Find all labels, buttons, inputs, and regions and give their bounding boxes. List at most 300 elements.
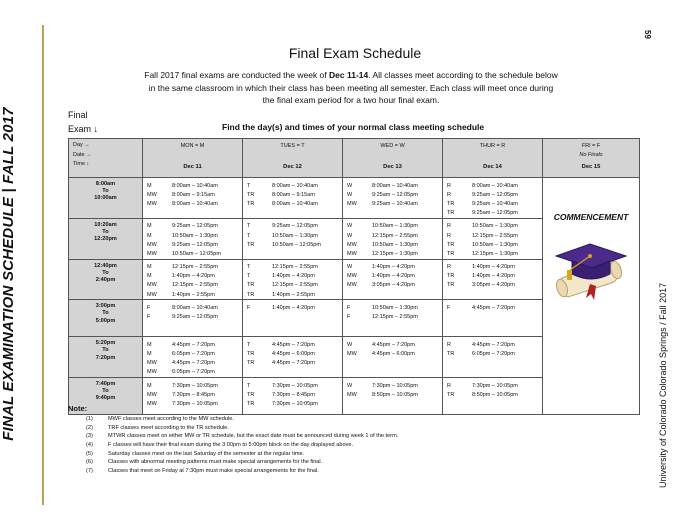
class-meeting-entry	[443, 240, 542, 249]
note-number: (6)	[86, 459, 93, 466]
note-text: Saturday classes meet on the last Saturday of the semester at the regular time.	[108, 450, 305, 457]
day-cell	[343, 218, 443, 259]
header-mon: MON = M Dec 11	[143, 139, 243, 178]
class-meeting-entry	[243, 222, 342, 231]
day-cell	[143, 178, 243, 219]
meeting-time: 10:50am – 1:30pm	[372, 223, 418, 230]
corner-time: Time ↓	[73, 161, 90, 167]
day-code: TR	[447, 282, 455, 289]
day-code: T	[247, 182, 251, 189]
day-code: W	[347, 264, 353, 271]
day-code: M	[147, 382, 152, 389]
note-text: F classes will have their final exam during the 3:00pm to 5:00pm block on the day displayed above.	[108, 442, 354, 449]
meeting-time: 8:00am – 10:40am	[172, 200, 218, 207]
class-meeting-entry	[443, 190, 542, 199]
day-cell	[143, 337, 243, 378]
meeting-time: 7:30pm – 10:05pm	[472, 382, 518, 389]
meeting-time: 8:00am – 10:40am	[472, 182, 518, 189]
header-fri: FRI = F No Finals Dec 15	[543, 139, 640, 178]
day-code: MW	[147, 282, 157, 289]
class-meeting-entry	[443, 231, 542, 240]
class-meeting-entry	[243, 290, 342, 299]
class-meeting-entry	[343, 312, 442, 321]
time-block-line: 12:40pm	[94, 262, 117, 269]
day-cell	[343, 178, 443, 219]
meeting-time: 10:50am – 1:30pm	[372, 241, 418, 248]
day-code: MW	[147, 400, 157, 407]
time-block-cell	[69, 178, 143, 219]
day-code: MW	[347, 391, 357, 398]
day-code: T	[247, 264, 251, 271]
time-block-line: 10:20am	[94, 221, 117, 228]
class-meeting-entry	[143, 349, 242, 358]
note-item	[68, 458, 398, 467]
class-meeting-entry	[143, 312, 242, 321]
schedule-row	[69, 178, 640, 219]
day-code: M	[147, 264, 152, 271]
meeting-time: 8:00am – 9:15am	[272, 191, 315, 198]
day-cell	[243, 259, 343, 300]
meeting-time: 1:40pm – 4:20pm	[272, 273, 315, 280]
day-code: W	[347, 182, 353, 189]
day-code: MW	[147, 291, 157, 298]
meeting-time: 9:25am – 12:05pm	[372, 191, 418, 198]
meeting-time: 8:00am – 10:40am	[372, 182, 418, 189]
meeting-time: 7:30pm – 10:05pm	[172, 400, 218, 407]
note-number: (7)	[86, 467, 93, 474]
class-meeting-entry	[143, 231, 242, 240]
note-item	[68, 467, 398, 476]
day-code: W	[347, 382, 353, 389]
notes-section	[68, 404, 398, 475]
day-cell	[343, 300, 443, 337]
time-block-line: 2:40pm	[95, 276, 116, 283]
day-code: T	[247, 341, 251, 348]
class-meeting-entry	[243, 240, 342, 249]
exam-schedule-table	[68, 138, 640, 415]
time-block-line: 7:40pm	[95, 381, 116, 387]
class-meeting-entry	[443, 340, 542, 349]
day-code: TR	[447, 241, 455, 248]
day-cell	[143, 259, 243, 300]
day-code: M	[147, 182, 152, 189]
day-code: MW	[347, 250, 357, 257]
meeting-time: 10:50am – 1:30pm	[472, 241, 518, 248]
meeting-time: 12:15pm – 2:55pm	[372, 314, 418, 321]
final-label-line2: Exam ↓	[68, 124, 99, 134]
class-meeting-entry	[143, 281, 242, 290]
header-wed: WED = W Dec 13	[343, 139, 443, 178]
meeting-time: 4:45pm – 7:20pm	[472, 341, 515, 348]
intro-dates: Dec 11-14	[329, 70, 369, 80]
day-code: TR	[447, 200, 455, 207]
day-code: F	[147, 314, 151, 321]
class-meeting-entry	[343, 349, 442, 358]
class-meeting-entry	[243, 359, 342, 368]
day-code: M	[147, 351, 152, 358]
meeting-time: 8:00am – 10:40am	[272, 182, 318, 189]
day-code: R	[447, 223, 451, 230]
day-code: MW	[147, 391, 157, 398]
class-meeting-entry	[443, 272, 542, 281]
class-meeting-entry	[243, 340, 342, 349]
day-code: R	[447, 232, 451, 239]
day-code: T	[247, 273, 251, 280]
class-meeting-entry	[143, 240, 242, 249]
day-code: MW	[147, 360, 157, 367]
day-code: T	[247, 232, 251, 239]
page-number: 59	[643, 30, 652, 39]
meeting-time: 7:30pm – 8:45pm	[272, 391, 315, 398]
day-code: MW	[347, 200, 357, 207]
day-cell	[343, 259, 443, 300]
class-meeting-entry	[343, 390, 442, 399]
meeting-time: 10:50am – 1:30pm	[272, 232, 318, 239]
header-thur: THUR = R Dec 14	[443, 139, 543, 178]
day-code: MW	[147, 250, 157, 257]
time-block-line: 12:20pm	[94, 236, 117, 243]
meeting-time: 3:05pm – 4:20pm	[372, 282, 415, 289]
right-caption: University of Colorado Colorado Springs / Fall 2017	[658, 282, 668, 488]
day-code: MW	[347, 241, 357, 248]
class-meeting-entry	[143, 263, 242, 272]
day-code: T	[247, 382, 251, 389]
class-meeting-entry	[443, 381, 542, 390]
time-block-line: 10:00am	[94, 195, 117, 202]
note-item	[68, 449, 398, 458]
notes-title: Note:	[68, 404, 88, 413]
meeting-time: 1:40pm – 4:20pm	[472, 273, 515, 280]
day-code: R	[447, 382, 451, 389]
final-label-line1: Final	[68, 110, 88, 120]
day-code: TR	[447, 273, 455, 280]
meeting-time: 12:15pm – 1:30pm	[472, 250, 518, 257]
day-code: F	[247, 304, 251, 311]
meeting-time: 12:15pm – 2:55pm	[272, 282, 318, 289]
class-meeting-entry	[143, 303, 242, 312]
class-meeting-entry	[243, 190, 342, 199]
class-meeting-entry	[243, 181, 342, 190]
class-meeting-entry	[343, 263, 442, 272]
class-meeting-entry	[443, 222, 542, 231]
day-code: F	[147, 304, 151, 311]
class-meeting-entry	[443, 209, 542, 218]
class-meeting-entry	[143, 249, 242, 258]
note-number: (2)	[86, 424, 93, 431]
day-cell	[443, 300, 543, 337]
graduation-cap-diploma-icon	[550, 240, 632, 310]
note-number: (3)	[86, 433, 93, 440]
meeting-time: 4:45pm – 7:20pm	[372, 341, 415, 348]
class-meeting-entry	[343, 231, 442, 240]
day-cell	[443, 178, 543, 219]
class-meeting-entry	[243, 281, 342, 290]
meeting-time: 10:50am – 12:05pm	[172, 250, 221, 257]
time-block-line: 5:00pm	[95, 317, 116, 324]
friday-column	[543, 178, 640, 415]
meeting-time: 7:30pm – 10:05pm	[272, 382, 318, 389]
note-number: (1)	[86, 416, 93, 423]
side-title: FINAL EXAMINATION SCHEDULE | FALL 2017	[0, 107, 17, 441]
time-block-line: To	[102, 228, 109, 235]
day-code: MW	[147, 200, 157, 207]
time-block-line: To	[102, 269, 109, 276]
intro-paragraph	[142, 69, 560, 107]
note-item	[68, 441, 398, 450]
class-meeting-entry	[443, 249, 542, 258]
day-code: TR	[247, 200, 255, 207]
meeting-time: 10:50am – 1:30pm	[372, 304, 418, 311]
day-code: TR	[247, 282, 255, 289]
day-code: T	[247, 223, 251, 230]
meeting-time: 4:45pm – 7:20pm	[272, 360, 315, 367]
class-meeting-entry	[343, 381, 442, 390]
class-meeting-entry	[143, 272, 242, 281]
class-meeting-entry	[443, 199, 542, 208]
class-meeting-entry	[343, 281, 442, 290]
meeting-time: 9:25am – 12:05pm	[172, 314, 218, 321]
time-block-line: 3:00pm	[95, 303, 116, 310]
day-cell	[443, 337, 543, 378]
meeting-time: 6:05pm – 7:20pm	[472, 351, 515, 358]
time-block-line: To	[102, 188, 109, 195]
meeting-time: 7:30pm – 8:45pm	[172, 391, 215, 398]
meeting-time: 6:05pm – 7:20pm	[172, 369, 215, 376]
time-block-line: 5:20pm	[95, 340, 116, 347]
class-meeting-entry	[343, 190, 442, 199]
meeting-time: 1:40pm – 4:20pm	[372, 273, 415, 280]
class-meeting-entry	[443, 390, 542, 399]
meeting-time: 3:05pm – 4:20pm	[472, 282, 515, 289]
class-meeting-entry	[343, 181, 442, 190]
meeting-time: 4:45pm – 7:20pm	[172, 360, 215, 367]
class-meeting-entry	[143, 359, 242, 368]
meeting-time: 10:50am – 1:30pm	[472, 223, 518, 230]
time-block-line: To	[102, 388, 109, 395]
meeting-time: 8:00am – 10:40am	[272, 200, 318, 207]
gold-divider-line	[42, 25, 44, 505]
day-code: MW	[347, 273, 357, 280]
day-code: TR	[247, 400, 255, 407]
meeting-time: 8:00am – 10:40am	[172, 304, 218, 311]
note-item	[68, 415, 398, 424]
commencement-label: COMMENCEMENT	[553, 212, 629, 222]
meeting-time: 1:40pm – 4:20pm	[472, 264, 515, 271]
day-code: MW	[147, 369, 157, 376]
day-code: MW	[347, 282, 357, 289]
class-meeting-entry	[343, 199, 442, 208]
class-meeting-entry	[143, 222, 242, 231]
day-cell	[443, 378, 543, 415]
header-corner	[69, 139, 143, 178]
note-text: Classes that meet on Friday at 7:30pm must make special arrangements for the final.	[108, 467, 319, 474]
day-code: R	[447, 182, 451, 189]
class-meeting-entry	[343, 240, 442, 249]
class-meeting-entry	[143, 340, 242, 349]
meeting-time: 8:00am – 10:40am	[172, 182, 218, 189]
day-code: TR	[247, 191, 255, 198]
class-meeting-entry	[343, 249, 442, 258]
meeting-time: 8:00am – 9:15am	[172, 191, 215, 198]
day-code: R	[447, 264, 451, 271]
time-block-cell	[69, 218, 143, 259]
day-cell	[443, 218, 543, 259]
meeting-time: 6:05pm – 7:20pm	[172, 351, 215, 358]
class-meeting-entry	[243, 349, 342, 358]
day-code: TR	[447, 210, 455, 217]
day-code: MW	[147, 191, 157, 198]
class-meeting-entry	[243, 390, 342, 399]
class-meeting-entry	[243, 199, 342, 208]
note-item	[68, 424, 398, 433]
meeting-time: 8:50pm – 10:05pm	[472, 391, 518, 398]
time-block-line: 7:20pm	[95, 354, 116, 361]
meeting-time: 12:15pm – 2:55pm	[172, 282, 218, 289]
meeting-time: 9:25am – 10:40am	[472, 200, 518, 207]
class-meeting-entry	[443, 263, 542, 272]
day-code: M	[147, 341, 152, 348]
meeting-time: 7:30pm – 10:05pm	[172, 382, 218, 389]
meeting-time: 7:30pm – 10:05pm	[272, 400, 318, 407]
meeting-time: 12:15pm – 2:55pm	[372, 232, 418, 239]
meeting-time: 4:45pm – 7:20pm	[172, 341, 215, 348]
class-meeting-entry	[343, 340, 442, 349]
day-code: W	[347, 341, 353, 348]
class-meeting-entry	[143, 381, 242, 390]
meeting-time: 1:40pm – 2:55pm	[172, 291, 215, 298]
final-exam-label	[68, 108, 98, 136]
meeting-time: 1:40pm – 4:20pm	[272, 304, 315, 311]
day-code: TR	[447, 250, 455, 257]
note-text: Classes with abnormal meeting patterns must make special arrangements for the final.	[108, 459, 323, 466]
day-code: TR	[247, 391, 255, 398]
table-header-row	[69, 139, 640, 178]
day-code: R	[447, 191, 451, 198]
class-meeting-entry	[343, 272, 442, 281]
corner-day: Day →	[73, 142, 90, 148]
meeting-time: 9:25am – 10:40am	[372, 200, 418, 207]
corner-date: Date →	[73, 151, 92, 158]
meeting-time: 10:50am – 12:05pm	[272, 241, 321, 248]
class-meeting-entry	[343, 222, 442, 231]
meeting-time: 9:25am – 12:05pm	[172, 223, 218, 230]
intro-pre: Fall 2017 final exams are conducted the week of	[144, 70, 330, 80]
day-code: MW	[147, 241, 157, 248]
note-text: MWF classes meet according to the MW schedule.	[108, 416, 234, 423]
day-code: M	[147, 232, 152, 239]
day-code: R	[447, 341, 451, 348]
time-block-line: 8:00am	[95, 181, 116, 187]
day-cell	[143, 300, 243, 337]
day-code: F	[447, 304, 451, 311]
table-heading: Find the day(s) and times of your normal class meeting schedule	[222, 122, 485, 132]
note-text: TRF classes meet according to the TR schedule.	[108, 424, 229, 431]
class-meeting-entry	[243, 381, 342, 390]
class-meeting-entry	[443, 281, 542, 290]
meeting-time: 8:50pm – 10:05pm	[372, 391, 418, 398]
day-cell	[243, 218, 343, 259]
class-meeting-entry	[443, 349, 542, 358]
note-item	[68, 432, 398, 441]
time-block-line: 9:40pm	[95, 395, 116, 402]
meeting-time: 12:15pm – 2:55pm	[172, 264, 218, 271]
class-meeting-entry	[143, 390, 242, 399]
class-meeting-entry	[243, 272, 342, 281]
day-cell	[143, 218, 243, 259]
day-code: TR	[247, 291, 255, 298]
intro-post: . All classes meet according to the schedule below in the same classroom in which their class has been meeting all semester. Each class will meet once during the final exam period for a two hour final exam.	[148, 70, 558, 105]
day-code: M	[147, 223, 152, 230]
day-code: TR	[447, 391, 455, 398]
day-code: TR	[247, 241, 255, 248]
note-text: MTWR classes meet on either MW or TR schedule, but the exact date must be announced during week 1 of the term.	[108, 433, 399, 440]
meeting-time: 4:45pm – 6:00pm	[272, 351, 315, 358]
day-cell	[243, 178, 343, 219]
meeting-time: 12:15pm – 2:55pm	[272, 264, 318, 271]
day-code: TR	[247, 360, 255, 367]
day-code: MW	[347, 351, 357, 358]
class-meeting-entry	[243, 303, 342, 312]
day-code: W	[347, 232, 353, 239]
day-cell	[343, 337, 443, 378]
meeting-time: 1:40pm – 4:20pm	[372, 264, 415, 271]
day-code: W	[347, 191, 353, 198]
day-code: W	[347, 223, 353, 230]
meeting-time: 4:45pm – 6:00pm	[372, 351, 415, 358]
class-meeting-entry	[143, 181, 242, 190]
class-meeting-entry	[143, 199, 242, 208]
meeting-time: 12:15pm – 2:55pm	[472, 232, 518, 239]
class-meeting-entry	[343, 303, 442, 312]
day-code: F	[347, 304, 351, 311]
header-tues: TUES = T Dec 12	[243, 139, 343, 178]
meeting-time: 4:45pm – 7:20pm	[472, 304, 515, 311]
note-number: (4)	[86, 442, 93, 449]
day-code: TR	[247, 351, 255, 358]
time-block-cell	[69, 337, 143, 378]
day-code: F	[347, 314, 351, 321]
day-cell	[443, 259, 543, 300]
meeting-time: 12:15pm – 1:30pm	[372, 250, 418, 257]
class-meeting-entry	[143, 368, 242, 377]
meeting-time: 1:40pm – 4:20pm	[172, 273, 215, 280]
meeting-time: 7:30pm – 10:05pm	[372, 382, 418, 389]
day-cell	[243, 300, 343, 337]
class-meeting-entry	[143, 290, 242, 299]
time-block-cell	[69, 259, 143, 300]
class-meeting-entry	[143, 190, 242, 199]
meeting-time: 10:50am – 1:30pm	[172, 232, 218, 239]
class-meeting-entry	[243, 263, 342, 272]
page-title: Final Exam Schedule	[288, 45, 422, 61]
time-block-line: To	[102, 347, 109, 354]
class-meeting-entry	[243, 231, 342, 240]
meeting-time: 9:25am – 12:05pm	[272, 223, 318, 230]
day-cell	[243, 337, 343, 378]
time-block-cell	[69, 300, 143, 337]
class-meeting-entry	[443, 303, 542, 312]
meeting-time: 1:40pm – 2:55pm	[272, 291, 315, 298]
meeting-time: 9:25am – 12:05pm	[472, 191, 518, 198]
meeting-time: 9:25am – 12:05pm	[472, 210, 518, 217]
class-meeting-entry	[443, 181, 542, 190]
day-code: TR	[447, 351, 455, 358]
meeting-time: 9:25am – 12:05pm	[172, 241, 218, 248]
time-block-line: To	[102, 310, 109, 317]
meeting-time: 4:45pm – 7:20pm	[272, 341, 315, 348]
note-number: (5)	[86, 450, 93, 457]
day-code: M	[147, 273, 152, 280]
